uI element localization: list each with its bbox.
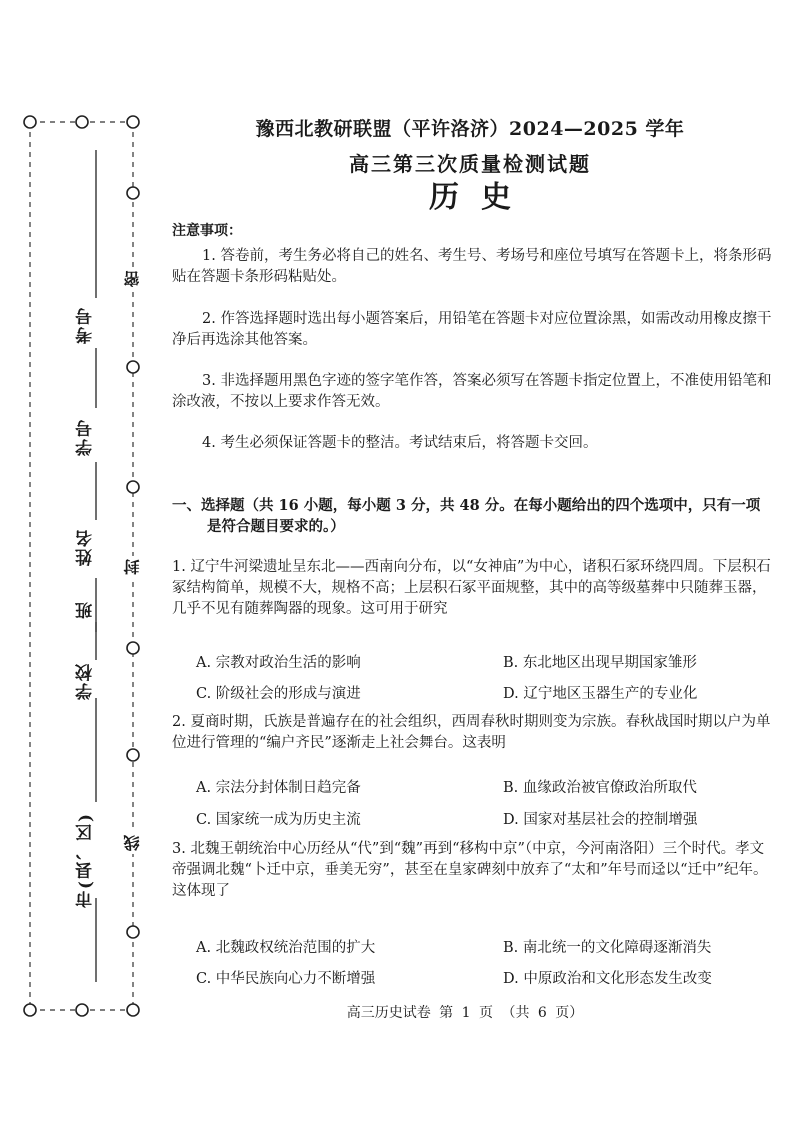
notice-heading: 注意事项： [172,223,242,239]
question-1-option-b[interactable]: B. 东北地区出现早期国家雏形 [503,655,697,671]
school-label: 学校 [76,662,96,700]
question-1-option-d[interactable]: D. 辽宁地区玉器生产的专业化 [503,686,698,702]
seal-mark-feng: 封 [125,556,141,578]
notice-item-2: 2. 作答选择题时选出每小题答案后，用铅笔在答题卡对应位置涂黑，如需改动用橡皮擦干净后再选涂其他答案。 [172,311,772,348]
exam-title-line2: 高三第三次质量检测试题 [349,152,591,176]
question-1-option-a[interactable]: A. 宗教对政治生活的影响 [196,655,361,671]
subject-title: 历史 [429,180,533,215]
question-3-stem: 3. 北魏王朝统治中心历经从“代”到“魏”再到“移构中京”（中京，今河南洛阳）三个时代。孝文帝强调北魏“卜迁中京，垂美无穷”，甚至在皇家碑刻中放弃了“太和”年号而迳以“迁中”纪年。这体现了 [172,841,768,899]
question-1-stem: 1. 辽宁牛河梁遗址呈东北——西南向分布，以“女神庙”为中心，诸积石冢环绕四周。下层积石冢结构简单，规模不大，规格不高；上层积石冢平面规整，其中的高等级墓葬中只随葬玉器，几乎不见有随葬陶器的现象。这可用于研究 [172,559,771,617]
exam-number-label: 考号 [76,306,96,344]
question-1-option-c[interactable]: C. 阶级社会的形成与演进 [196,686,361,702]
seal-mark-xian: 线 [125,832,141,854]
question-3-option-b[interactable]: B. 南北统一的文化障碍逐渐消失 [503,940,712,956]
class-label: 班 [76,600,96,619]
page-footer: 高三历史试卷 第 1 页 （共 6 页） [346,1005,584,1021]
city-county-label: 市(县、区) [76,812,96,909]
question-2-option-d[interactable]: D. 国家对基层社会的控制增强 [503,812,698,828]
student-number-label: 学号 [76,418,96,456]
exam-title-line1: 豫西北教研联盟（平许洛济）2024—2025 学年 [255,118,685,140]
notice-item-4: 4. 考生必须保证答题卡的整洁。考试结束后，将答题卡交回。 [202,435,598,451]
notice-item-3: 3. 非选择题用黑色字迹的签字笔作答，答案必须写在答题卡指定位置上，不准使用铅笔和涂改液，不按以上要求作答无效。 [172,373,772,410]
section-heading [172,495,772,537]
notice-item-1: 1. 答卷前，考生务必将自己的姓名、考生号、考场号和座位号填写在答题卡上，将条形码贴在答题卡条形码粘贴处。 [172,248,772,285]
question-3-option-c[interactable]: C. 中华民族向心力不断增强 [196,971,376,987]
question-2-option-c[interactable]: C. 国家统一成为历史主流 [196,812,361,828]
seal-mark-mi: 密 [125,268,141,290]
question-2-stem: 2. 夏商时期，氏族是普遍存在的社会组织，西周春秋时期则变为宗族。春秋战国时期以户为单位进行管理的“编户齐民”逐渐走上社会舞台。这表明 [172,714,771,751]
question-2-option-b[interactable]: B. 血缘政治被官僚政治所取代 [503,780,697,796]
question-2-option-a[interactable]: A. 宗法分封体制日趋完备 [196,780,361,796]
question-3-option-d[interactable]: D. 中原政治和文化形态发生改变 [503,971,712,987]
name-label: 姓名 [76,528,96,566]
section-heading-line1: 一、选择题（共 16 小题，每小题 3 分，共 48 分。在每小题给出的四个选项中，只有一项 [172,497,761,514]
section-heading-line2: 是符合题目要求的。） [207,518,345,535]
question-3-option-a[interactable]: A. 北魏政权统治范围的扩大 [196,940,376,956]
